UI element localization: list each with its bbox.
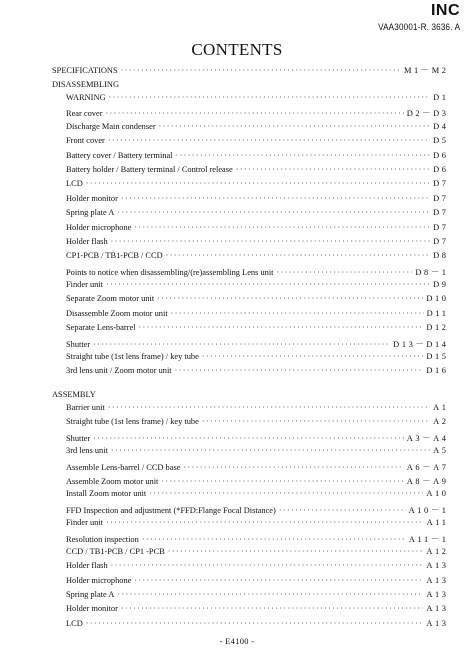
dot-leader: [106, 109, 404, 118]
toc-entry-label: Points to notice when disassembling/(re)assembling Lens unit: [66, 267, 274, 277]
toc-entry-page: A5: [433, 446, 449, 456]
dot-leader: [142, 535, 406, 544]
toc-entry-label: LCD: [66, 618, 83, 628]
dot-leader: [176, 151, 431, 160]
toc-entry[interactable]: [52, 93, 449, 107]
toc-entry[interactable]: [52, 294, 449, 308]
toc-entry[interactable]: [52, 107, 449, 121]
toc-entry-page: A13: [426, 618, 449, 628]
toc-entry-page: D8－1: [415, 267, 449, 277]
toc-entry[interactable]: [52, 208, 449, 222]
toc-entry-page: A13: [426, 604, 449, 614]
toc-entry[interactable]: [52, 352, 449, 366]
dot-leader: [106, 280, 430, 289]
dot-leader: [277, 268, 413, 277]
dot-leader: [279, 506, 406, 515]
dot-leader: [121, 604, 423, 613]
toc-entry-page: A11－1: [408, 534, 449, 544]
toc-entry-label: Rear cover: [66, 109, 103, 119]
toc-entry-page: A6－A7: [406, 462, 449, 472]
dot-leader: [106, 518, 424, 527]
toc-entry-label: 3rd lens unit: [66, 446, 108, 456]
toc-entry[interactable]: [52, 533, 449, 547]
toc-entry-label: Holder microphone: [66, 222, 132, 232]
toc-entry-label: Holder monitor: [66, 193, 118, 203]
toc-entry[interactable]: [52, 136, 449, 150]
toc-assembly-list: [52, 403, 449, 633]
toc-entry-page: D11: [426, 308, 449, 318]
toc-entry-label: Finder unit: [66, 280, 103, 290]
toc-entry-label: Separate Zoom motor unit: [66, 294, 155, 304]
toc-entry-page: D7: [433, 236, 449, 246]
toc-entry-page: D12: [426, 323, 449, 333]
dot-leader: [111, 561, 424, 570]
dot-leader: [168, 547, 424, 556]
dot-leader: [183, 463, 403, 472]
toc-entry[interactable]: [52, 193, 449, 208]
toc-entry[interactable]: [52, 432, 449, 446]
toc-entry-label: WARNING: [66, 93, 106, 102]
toc-entry-label: Resolution inspection: [66, 534, 139, 544]
dot-leader: [149, 489, 423, 498]
dot-leader: [121, 194, 430, 203]
dot-leader: [108, 403, 430, 412]
toc-entry-page: M1－M2: [403, 66, 449, 75]
section-heading-disassembling: DISASSEMBLING: [52, 80, 120, 90]
toc-entry-label: Finder unit: [66, 518, 103, 528]
toc-entry-page: D6: [433, 164, 449, 174]
dot-leader: [175, 366, 424, 375]
dot-leader: [202, 352, 424, 361]
toc-entry-label: 3rd lens unit / Zoom motor unit: [66, 366, 172, 376]
dot-leader: [139, 323, 424, 332]
toc-entry[interactable]: [52, 504, 449, 518]
toc-entry-page: D4: [433, 121, 449, 131]
toc-disassembling-list: [52, 93, 449, 381]
toc-entry-page: D10: [426, 294, 449, 304]
toc-entry[interactable]: [52, 280, 449, 294]
toc-entry-page: A13: [426, 575, 449, 585]
brand-logo: INC: [430, 2, 460, 19]
toc-entry-specifications[interactable]: [52, 64, 449, 78]
toc-entry[interactable]: [52, 403, 449, 417]
toc-entry-label: Straight tube (1st lens frame) / key tube: [66, 352, 199, 362]
page-footer: - E4100 -: [219, 636, 255, 646]
dot-leader: [108, 136, 430, 145]
dot-leader: [86, 179, 430, 188]
toc-entry[interactable]: [52, 150, 449, 165]
dot-leader: [161, 477, 403, 486]
toc-entry-page: A2: [433, 417, 449, 427]
toc-entry-label: Spring plate A: [66, 208, 115, 218]
toc-entry-label: Assemble Lens-barrel / CCD base: [66, 462, 181, 472]
toc-entry-page: D2－D3: [406, 109, 449, 119]
dot-leader: [111, 446, 430, 455]
toc-entry-label: Disassemble Zoom motor unit: [66, 308, 168, 318]
toc-entry-label: Discharge Main condenser: [66, 121, 156, 131]
toc-entry-page: D5: [433, 136, 449, 146]
dot-leader: [202, 417, 430, 426]
toc-entry[interactable]: [52, 338, 449, 352]
section-heading-assembly: ASSEMBLY: [52, 390, 96, 399]
toc-entry-label: LCD: [66, 179, 83, 189]
toc-entry-label: Barrier unit: [66, 403, 105, 412]
dot-leader: [171, 309, 424, 318]
toc-entry-page: D7: [433, 193, 449, 203]
dot-leader: [157, 294, 423, 303]
dot-leader: [166, 251, 431, 260]
toc-entry[interactable]: [52, 546, 449, 561]
document-id: VAA30001-R. 3636. A: [377, 22, 460, 32]
toc-entry-page: D7: [433, 179, 449, 189]
dot-leader: [159, 122, 431, 131]
toc-entry-label: Assemble Zoom motor unit: [66, 476, 159, 486]
toc-entry-label: Spring plate A: [66, 590, 115, 600]
toc-entry-page: A10: [426, 489, 449, 499]
toc-entry[interactable]: [52, 618, 449, 633]
toc-entry-label: FFD Inspection and adjustment (*FFD:Flange Focal Distance): [66, 505, 276, 515]
dot-leader: [93, 340, 390, 349]
toc-entry-label: Shutter: [66, 339, 91, 349]
toc-entry-label: Holder microphone: [66, 575, 132, 585]
toc-entry-label: Front cover: [66, 136, 105, 146]
toc-entry[interactable]: [52, 604, 449, 618]
toc-entry-page: D7: [433, 208, 449, 218]
toc-entry-label: Holder flash: [66, 561, 108, 571]
toc-entry-label: Battery holder / Battery terminal / Control release: [66, 164, 233, 174]
toc-entry[interactable]: [52, 266, 449, 280]
toc-entry-label: Install Zoom motor unit: [66, 489, 147, 499]
toc-entry[interactable]: [52, 561, 449, 575]
dot-leader: [93, 434, 404, 443]
toc-entry[interactable]: [52, 518, 449, 532]
toc-entry-label: CP1-PCB / TB1-PCB / CCD: [66, 251, 163, 261]
dot-leader: [109, 93, 431, 102]
toc-entry-page: A13: [426, 590, 449, 600]
dot-leader: [117, 208, 430, 217]
toc-entry-page: D15: [426, 352, 449, 362]
toc-entry-label: Holder flash: [66, 236, 108, 246]
dot-leader: [121, 66, 401, 75]
toc-entry-label: Straight tube (1st lens frame) / key tube: [66, 417, 199, 427]
dot-leader: [86, 619, 424, 628]
toc-entry-page: D8: [433, 251, 449, 261]
toc-entry[interactable]: [52, 489, 449, 503]
toc-entry-page: D13－D14: [393, 339, 449, 349]
toc-entry[interactable]: [52, 575, 449, 590]
toc-entry-page: A3－A4: [406, 433, 449, 443]
dot-leader: [134, 576, 423, 585]
toc-entry-label: Holder monitor: [66, 604, 118, 614]
toc-entry-page: A11: [426, 518, 449, 528]
toc-entry[interactable]: [52, 179, 449, 193]
toc-entry-label: Shutter: [66, 433, 91, 443]
toc-assembly: [52, 388, 446, 402]
toc-entry-page: D16: [426, 366, 449, 376]
toc-entry-page: D7: [433, 222, 449, 232]
toc-entry-page: D6: [433, 150, 449, 160]
toc-entry[interactable]: [52, 164, 449, 179]
toc-entry-page: A12: [426, 546, 449, 556]
toc-entry[interactable]: [52, 308, 449, 323]
toc-entry-page: A10－1: [408, 505, 449, 515]
dot-leader: [117, 590, 423, 599]
page-title: CONTENTS: [191, 40, 283, 59]
toc-entry[interactable]: [52, 417, 449, 431]
toc-entry-label: Battery cover / Battery terminal: [66, 150, 173, 160]
toc-entry[interactable]: [52, 446, 449, 460]
toc-entry-page: D9: [433, 280, 449, 290]
toc-entry[interactable]: [52, 475, 449, 489]
toc-entry-label: SPECIFICATIONS: [52, 66, 118, 75]
toc-entry[interactable]: [52, 366, 449, 380]
toc-entry-page: D1: [433, 93, 449, 102]
toc-entry[interactable]: [52, 236, 449, 251]
toc-entry-label: Separate Lens-barrel: [66, 323, 136, 333]
dot-leader: [236, 165, 430, 174]
toc-entry[interactable]: [52, 323, 449, 337]
toc-top: [52, 64, 449, 93]
toc-entry[interactable]: [52, 222, 449, 237]
dot-leader: [111, 237, 431, 246]
toc-entry[interactable]: [52, 251, 449, 265]
toc-entry-page: A8－A9: [406, 476, 449, 486]
toc-entry-page: A1: [433, 403, 449, 412]
toc-entry-page: A13: [426, 561, 449, 571]
toc-entry[interactable]: [52, 590, 449, 604]
toc-entry-label: CCD / TB1-PCB / CP1 -PCB: [66, 546, 165, 556]
toc-entry[interactable]: [52, 121, 449, 136]
dot-leader: [134, 223, 430, 232]
toc-entry[interactable]: [52, 461, 449, 475]
